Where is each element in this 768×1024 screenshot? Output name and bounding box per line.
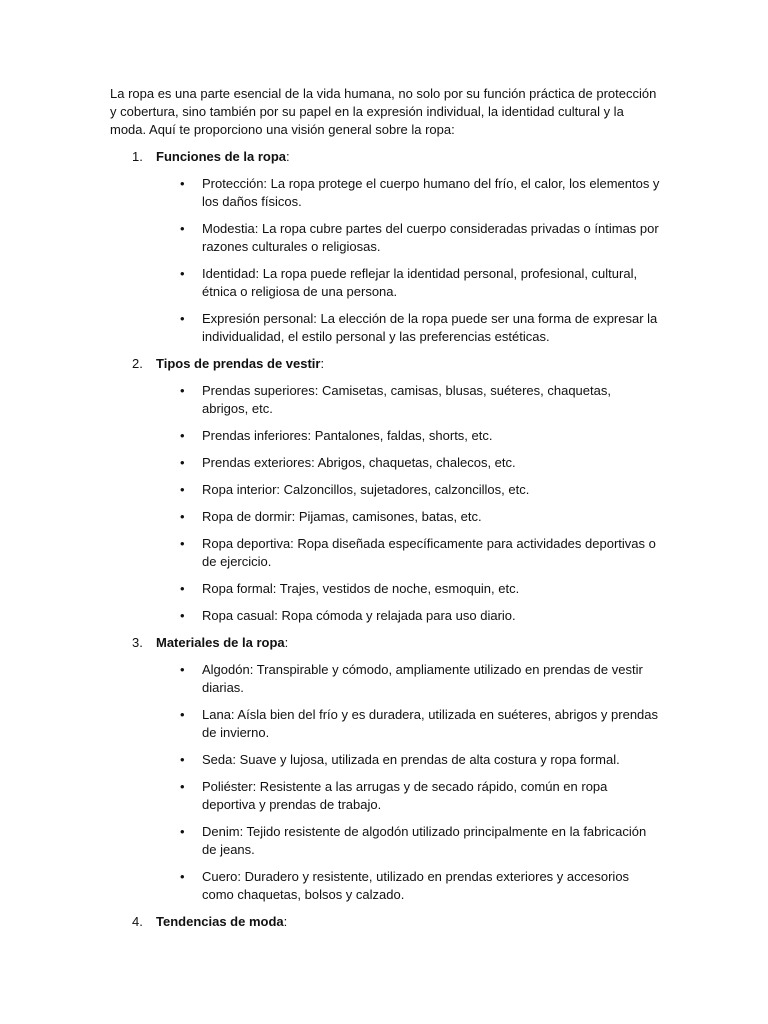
list-item-text: Prendas inferiores: Pantalones, faldas, shorts, etc. [202, 428, 493, 443]
list-item-text: Seda: Suave y lujosa, utilizada en prendas de alta costura y ropa formal. [202, 752, 620, 767]
section-1 [110, 148, 660, 346]
list-item-text: Prendas superiores: Camisetas, camisas, blusas, suéteres, chaquetas, abrigos, etc. [202, 383, 611, 416]
bullet-dot-icon: • [180, 221, 185, 236]
bullet-dot-icon: • [180, 176, 185, 191]
bullet-dot-icon: • [180, 662, 185, 677]
list-item-text: Lana: Aísla bien del frío y es duradera, utilizada en suéteres, abrigos y prendas de invierno. [202, 707, 659, 740]
list-item [110, 382, 660, 418]
bullet-dot-icon: • [180, 581, 185, 596]
list-item [110, 751, 660, 769]
bullet-dot-icon: • [180, 752, 185, 767]
list-item-text: Algodón: Transpirable y cómodo, ampliamente utilizado en prendas de vestir diarias. [202, 662, 643, 695]
bullet-list [110, 382, 660, 625]
list-item [110, 535, 660, 571]
bullet-list [110, 661, 660, 904]
bullet-dot-icon: • [180, 707, 185, 722]
section-title [156, 149, 290, 164]
list-item [110, 427, 660, 445]
list-item-text: Ropa de dormir: Pijamas, camisones, batas, etc. [202, 509, 482, 524]
list-item-text: Cuero: Duradero y resistente, utilizado en prendas exteriores y accesorios como chaquetas, bolsos y calzado. [202, 869, 630, 902]
list-item [110, 868, 660, 904]
bullet-dot-icon: • [180, 824, 185, 839]
intro-paragraph: La ropa es una parte esencial de la vida humana, no solo por su función práctica de protección y cobertura, sino también por su papel en la expresión individual, la identidad cultural y la moda. Aquí te proporciono una visión general sobre la ropa: [110, 86, 657, 137]
list-item-text: Modestia: La ropa cubre partes del cuerpo consideradas privadas o íntimas por razones culturales o religiosas. [202, 221, 659, 254]
section-heading [110, 355, 660, 373]
bullet-dot-icon: • [180, 536, 185, 551]
section-heading [110, 148, 660, 166]
section-title-colon: : [283, 914, 288, 929]
list-item [110, 454, 660, 472]
list-item-text: Ropa formal: Trajes, vestidos de noche, esmoquin, etc. [202, 581, 520, 596]
section-title-text: Materiales de la ropa [156, 635, 285, 650]
section-heading [110, 634, 660, 652]
bullet-dot-icon: • [180, 608, 185, 623]
section-3 [110, 634, 660, 904]
section-title-colon: : [284, 635, 289, 650]
list-item-text: Poliéster: Resistente a las arrugas y de secado rápido, común en ropa deportiva y prendas de trabajo. [202, 779, 608, 812]
list-item [110, 661, 660, 697]
list-item-text: Ropa casual: Ropa cómoda y relajada para uso diario. [202, 608, 516, 623]
document-page [110, 85, 660, 940]
bullet-dot-icon: • [180, 383, 185, 398]
bullet-dot-icon: • [180, 482, 185, 497]
list-item-text: Identidad: La ropa puede reflejar la identidad personal, profesional, cultural, étnica o religiosa de una persona. [202, 266, 638, 299]
section-number: 2. [132, 356, 143, 371]
bullet-dot-icon: • [180, 428, 185, 443]
list-item-text: Expresión personal: La elección de la ropa puede ser una forma de expresar la individualidad, el estilo personal y las preferencias estéticas. [202, 311, 658, 344]
section-title [156, 635, 288, 650]
list-item [110, 778, 660, 814]
list-item [110, 310, 660, 346]
list-item [110, 508, 660, 526]
list-item-text: Ropa deportiva: Ropa diseñada específicamente para actividades deportivas o de ejercicio. [202, 536, 656, 569]
list-item-text: Protección: La ropa protege el cuerpo humano del frío, el calor, los elementos y los daños físicos. [202, 176, 660, 209]
section-4 [110, 913, 660, 931]
section-2 [110, 355, 660, 625]
list-item [110, 706, 660, 742]
list-item [110, 580, 660, 598]
list-item [110, 175, 660, 211]
section-title-text: Funciones de la ropa [156, 149, 287, 164]
bullet-dot-icon: • [180, 455, 185, 470]
list-item-text: Ropa interior: Calzoncillos, sujetadores, calzoncillos, etc. [202, 482, 530, 497]
bullet-dot-icon: • [180, 869, 185, 884]
list-item [110, 481, 660, 499]
list-item [110, 265, 660, 301]
list-item [110, 607, 660, 625]
section-number: 3. [132, 635, 143, 650]
section-title [156, 356, 324, 371]
list-item [110, 823, 660, 859]
bullet-dot-icon: • [180, 266, 185, 281]
list-item-text: Denim: Tejido resistente de algodón utilizado principalmente en la fabricación de jeans. [202, 824, 647, 857]
section-title-colon: : [320, 356, 325, 371]
bullet-dot-icon: • [180, 779, 185, 794]
bullet-dot-icon: • [180, 311, 185, 326]
section-title-text: Tendencias de moda [156, 914, 284, 929]
section-list [110, 148, 660, 931]
bullet-list [110, 175, 660, 346]
list-item [110, 220, 660, 256]
section-heading [110, 913, 660, 931]
section-number: 4. [132, 914, 143, 929]
bullet-dot-icon: • [180, 509, 185, 524]
list-item-text: Prendas exteriores: Abrigos, chaquetas, chalecos, etc. [202, 455, 516, 470]
section-title-text: Tipos de prendas de vestir [156, 356, 321, 371]
section-title-colon: : [286, 149, 290, 164]
section-title [156, 914, 287, 929]
section-number: 1. [132, 149, 143, 164]
